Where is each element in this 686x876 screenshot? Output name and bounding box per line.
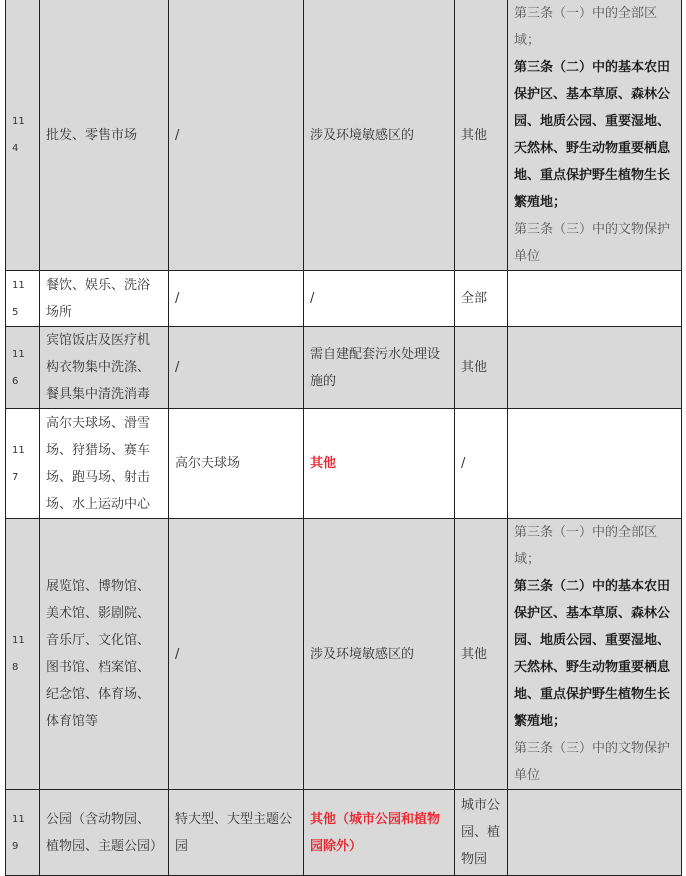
row-number: 11 4 xyxy=(6,0,40,271)
scale-cell: / xyxy=(169,327,304,409)
scale-cell: 特大型、大型主题公园 xyxy=(169,790,304,876)
sensitive-area-cell xyxy=(508,790,682,876)
scope-line: 第三条（三）中的文物保护单位 xyxy=(514,741,671,783)
sensitive-area-cell xyxy=(508,519,682,790)
project-name-cell: 公园（含动物园、植物园、主题公园） xyxy=(40,790,169,876)
scale-cell: / xyxy=(169,0,304,271)
project-name-cell: 宾馆饭店及医疗机构衣物集中洗涤、餐具集中清洗消毒 xyxy=(40,327,169,409)
scope-line: 第三条（三）中的文物保护单位 xyxy=(514,222,671,264)
table-row xyxy=(6,271,682,327)
table-row xyxy=(6,790,682,876)
scope-line: 第三条（一）中的全部区域； xyxy=(514,525,658,567)
table-row xyxy=(6,409,682,519)
sensitive-area-cell xyxy=(508,271,682,327)
project-name-cell: 批发、零售市场 xyxy=(40,0,169,271)
scope-line: 第三条（二）中的基本农田保护区、基本草原、森林公园、地质公园、重要湿地、天然林、野生动物重要栖息地、重点保护野生植物生长繁殖地； xyxy=(514,579,671,729)
sensitive-area-cell xyxy=(508,409,682,519)
report-table-cell: / xyxy=(455,409,508,519)
scope-line: 第三条（二）中的基本农田保护区、基本草原、森林公园、地质公园、重要湿地、天然林、野生动物重要栖息地、重点保护野生植物生长繁殖地； xyxy=(514,60,671,210)
project-name-cell: 餐饮、娱乐、洗浴场所 xyxy=(40,271,169,327)
report-table-cell: 城市公园、植物园 xyxy=(455,790,508,876)
row-number: 11 7 xyxy=(6,409,40,519)
report-table-cell: 其他 xyxy=(455,0,508,271)
sensitive-area-cell xyxy=(508,327,682,409)
scope-line: 第三条（一）中的全部区域； xyxy=(514,6,658,48)
scale-cell: 高尔夫球场 xyxy=(169,409,304,519)
row-number: 11 8 xyxy=(6,519,40,790)
table-row xyxy=(6,0,682,271)
project-classification-table xyxy=(5,0,682,876)
scale-cell: / xyxy=(169,519,304,790)
report-book-cell: 需自建配套污水处理设施的 xyxy=(304,327,455,409)
table-body xyxy=(6,0,682,876)
project-name-cell: 展览馆、博物馆、美术馆、影剧院、音乐厅、文化馆、图书馆、档案馆、纪念馆、体育场、体育馆等 xyxy=(40,519,169,790)
row-number: 11 5 xyxy=(6,271,40,327)
report-book-cell: 其他（城市公园和植物园除外） xyxy=(304,790,455,876)
report-book-cell: / xyxy=(304,271,455,327)
report-table-cell: 全部 xyxy=(455,271,508,327)
sensitive-area-cell xyxy=(508,0,682,271)
table-row xyxy=(6,519,682,790)
report-book-cell: 涉及环境敏感区的 xyxy=(304,519,455,790)
scale-cell: / xyxy=(169,271,304,327)
table-row xyxy=(6,327,682,409)
report-table-cell: 其他 xyxy=(455,519,508,790)
report-book-cell: 其他 xyxy=(304,409,455,519)
row-number: 11 9 xyxy=(6,790,40,876)
report-book-cell: 涉及环境敏感区的 xyxy=(304,0,455,271)
row-number: 11 6 xyxy=(6,327,40,409)
report-table-cell: 其他 xyxy=(455,327,508,409)
project-name-cell: 高尔夫球场、滑雪场、狩猎场、赛车场、跑马场、射击场、水上运动中心 xyxy=(40,409,169,519)
